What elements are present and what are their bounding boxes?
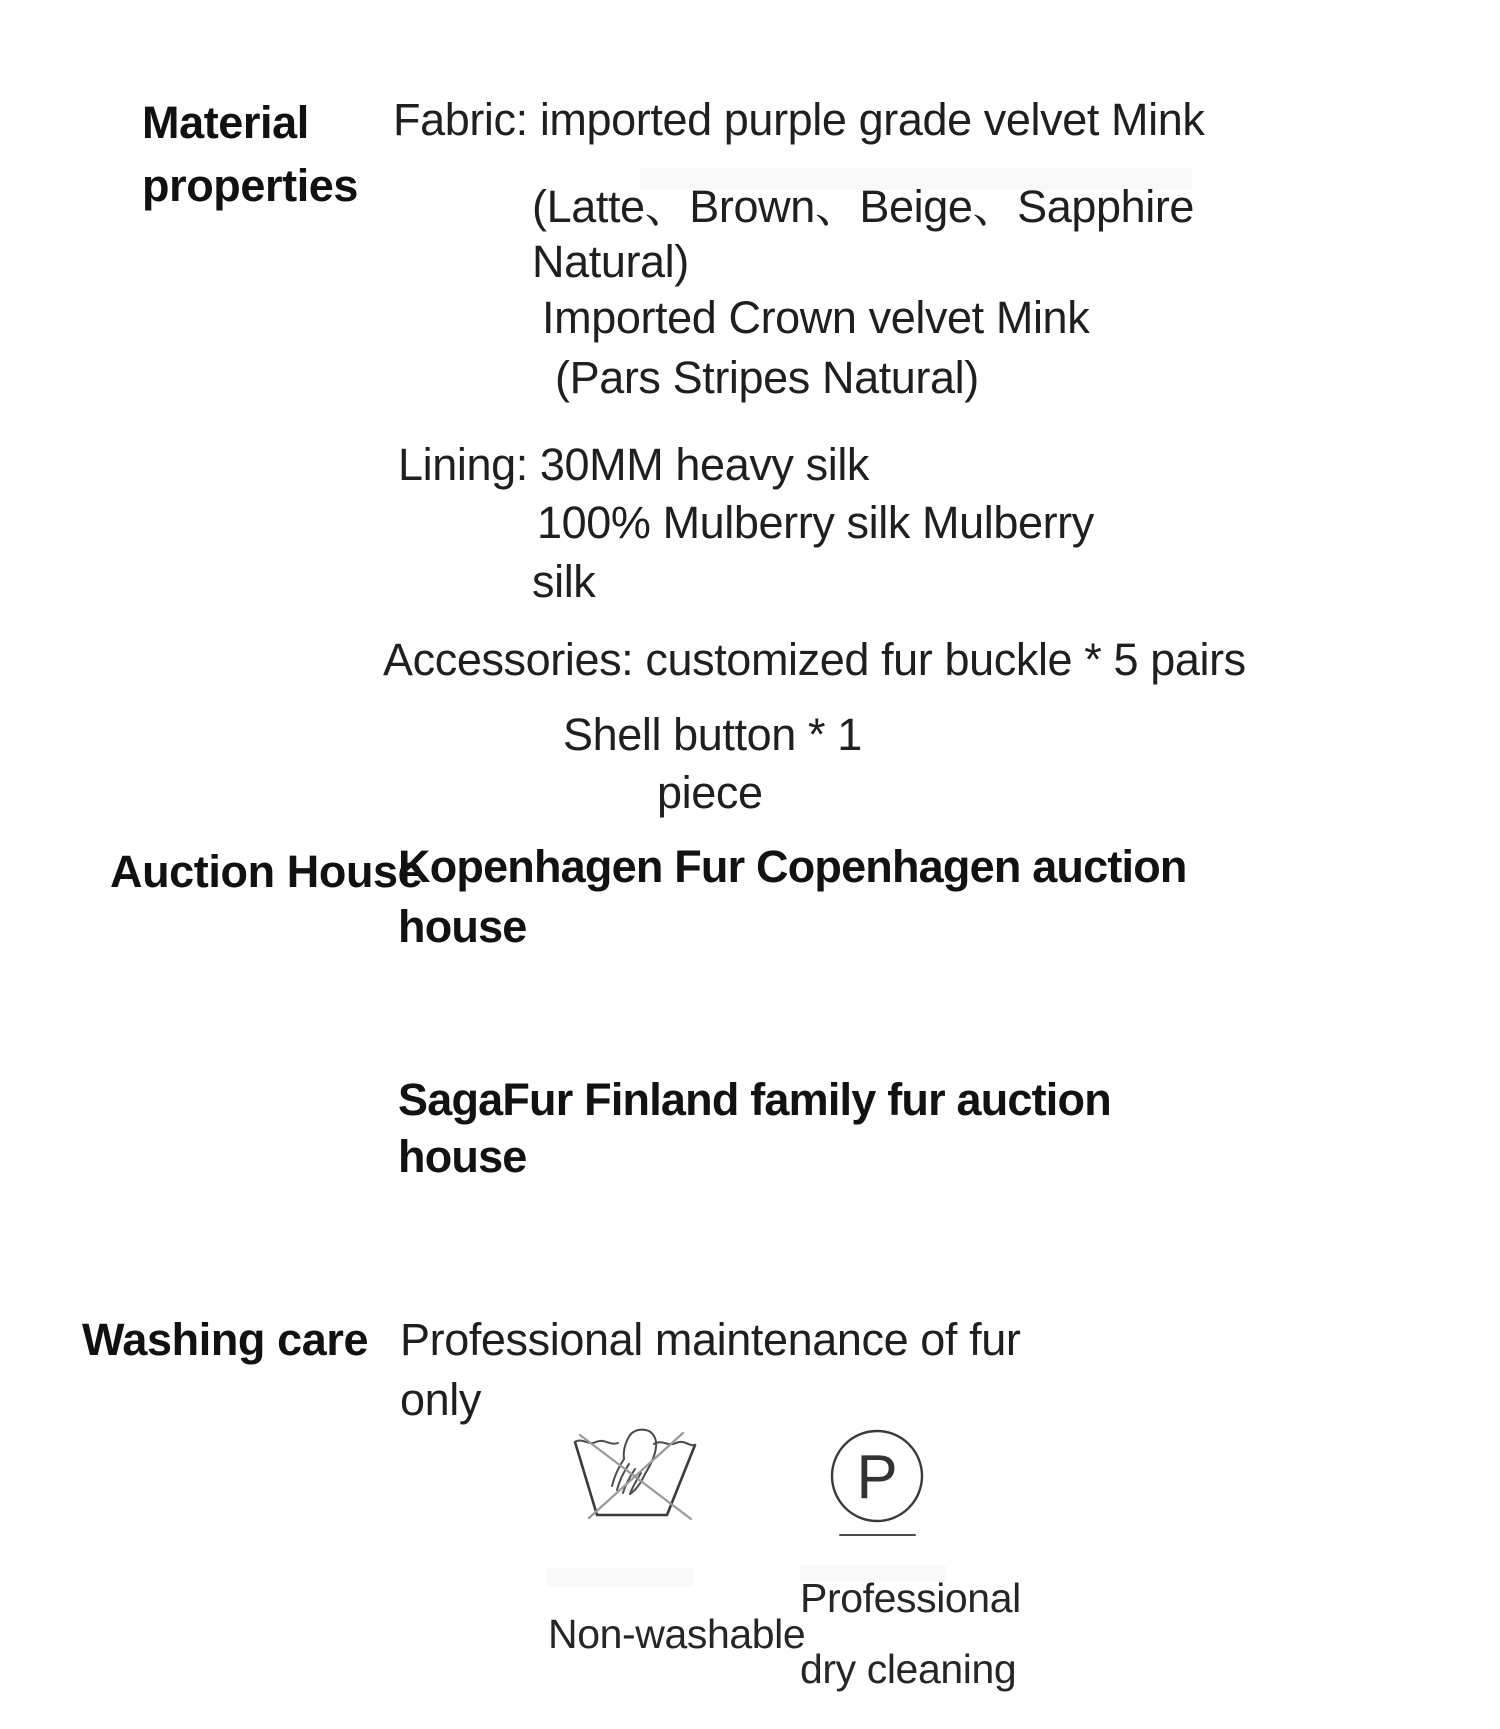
material-properties-label-line1: Material xyxy=(142,97,309,148)
piece-line: piece xyxy=(657,767,763,818)
shell-button-line: Shell button * 1 xyxy=(563,709,862,760)
fabric-colors-line2: Natural) xyxy=(532,236,689,287)
highlight-band xyxy=(547,1568,693,1586)
professional-dry-clean-icon xyxy=(825,1424,933,1542)
pars-stripes-line: (Pars Stripes Natural) xyxy=(555,352,979,403)
auction-house2-line1: SagaFur Finland family fur auction xyxy=(398,1074,1111,1125)
washing-care-label: Washing care xyxy=(82,1314,369,1365)
non-washable-label: Non-washable xyxy=(548,1611,806,1657)
crown-velvet-line: Imported Crown velvet Mink xyxy=(542,292,1090,343)
accessories-line: Accessories: customized fur buckle * 5 pairs xyxy=(383,634,1246,685)
auction-house-label: Auction House xyxy=(110,846,423,897)
auction-house1-line2: house xyxy=(398,901,527,952)
mulberry-line1: 100% Mulberry silk Mulberry xyxy=(537,497,1094,548)
fabric-colors-line1: (Latte、Brown、Beige、Sapphire xyxy=(532,181,1195,232)
washing-note-line2: only xyxy=(400,1374,481,1425)
lining-line: Lining: 30MM heavy silk xyxy=(398,439,870,490)
auction-house2-line2: house xyxy=(398,1131,527,1182)
dry-cleaning-label-line1: Professional xyxy=(800,1575,1021,1621)
material-properties-label-line2: properties xyxy=(142,160,359,211)
washing-note-line1: Professional maintenance of fur xyxy=(400,1314,1021,1365)
auction-house1-line1: Kopenhagen Fur Copenhagen auction xyxy=(398,841,1187,892)
mulberry-line2: silk xyxy=(532,556,596,607)
p-letter: P xyxy=(856,1443,898,1512)
fabric-line: Fabric: imported purple grade velvet Mink xyxy=(393,94,1205,145)
dry-cleaning-label-line2: dry cleaning xyxy=(800,1646,1017,1692)
hand-wash-crossed-icon xyxy=(568,1428,703,1528)
